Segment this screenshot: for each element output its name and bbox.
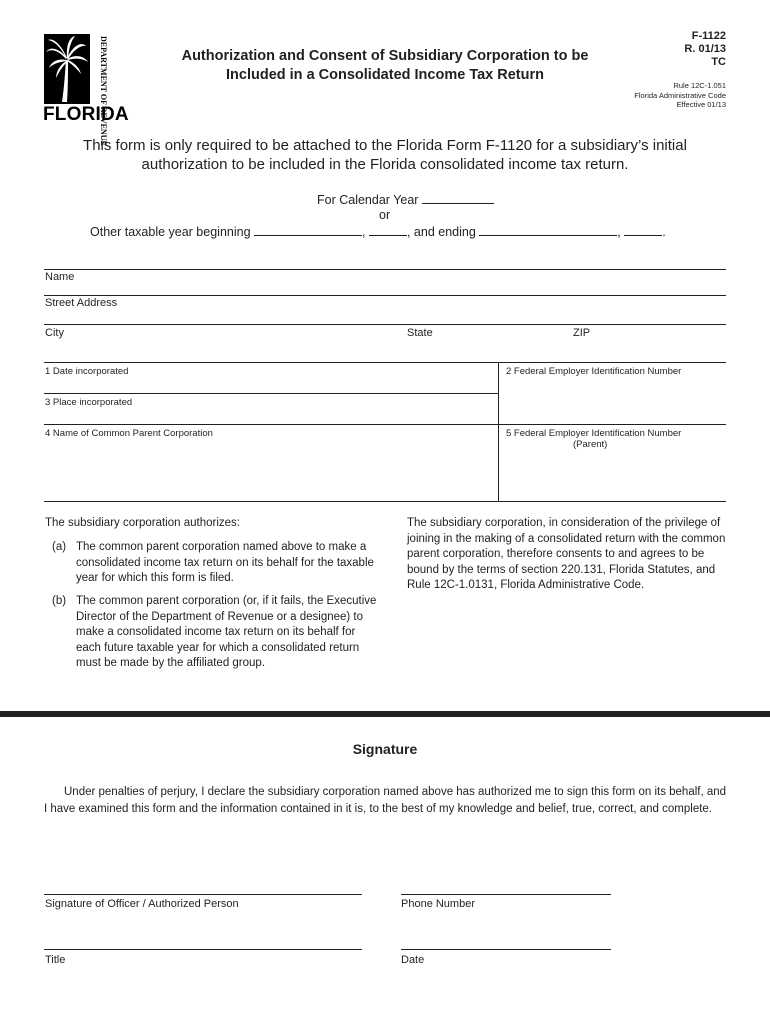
form-id: F-1122 R. 01/13 TC xyxy=(684,30,726,68)
rule-reference: Rule 12C-1.051 Florida Administrative Code Effective 01/13 xyxy=(634,81,726,109)
common-parent-field[interactable] xyxy=(44,425,498,501)
street-label: Street Address xyxy=(45,297,118,309)
item-a-marker: (a) xyxy=(52,541,67,553)
authorizes-heading: The subsidiary corporation authorizes: xyxy=(45,517,240,529)
title-field[interactable] xyxy=(44,917,362,949)
state-field[interactable] xyxy=(405,325,570,361)
title-label: Title xyxy=(45,954,66,966)
parent-fein-field[interactable] xyxy=(499,425,726,501)
intro-text: This form is only required to be attached to the Florida Form F-1120 for a subsidiary’s initial authorization to be included in the Florida consolidated income tax return. xyxy=(83,137,687,173)
fein-field[interactable] xyxy=(499,363,726,424)
state-label: State xyxy=(407,327,433,339)
place-incorporated-label: 3 Place incorporated xyxy=(45,397,133,408)
date-label: Date xyxy=(401,954,425,966)
zip-field[interactable] xyxy=(571,325,726,361)
other-year-row: Other taxable year beginning , , and ending , . xyxy=(90,225,666,239)
grid-bottom-rule xyxy=(44,501,726,502)
phone-field[interactable] xyxy=(401,862,611,894)
palm-tree-icon xyxy=(44,34,90,104)
date-field[interactable] xyxy=(401,917,611,949)
date-incorporated-label: 1 Date incorporated xyxy=(45,366,129,377)
title-line xyxy=(44,949,362,950)
calendar-year-field[interactable] xyxy=(422,191,494,204)
name-field[interactable] xyxy=(44,270,726,296)
officer-signature-line xyxy=(44,894,362,895)
phone-label: Phone Number xyxy=(401,898,475,910)
item-b-marker: (b) xyxy=(52,595,67,607)
form-title: Authorization and Consent of Subsidiary Corporation to be Included in a Consolidated Income Tax Return xyxy=(181,48,589,83)
or-label: or xyxy=(379,208,391,222)
zip-label: ZIP xyxy=(573,327,591,339)
department-of-revenue-text xyxy=(91,34,108,146)
city-label: City xyxy=(45,327,64,339)
date-line xyxy=(401,949,611,950)
item-a-text: The common parent corporation named above to make a consolidated income tax return on its behalf for the taxable year for which this form is filed. xyxy=(76,541,374,584)
beginning-date-field[interactable] xyxy=(254,223,362,236)
consideration-text: The subsidiary corporation, in consideration of the privilege of joining in the making of a consolidated return with the common parent corporation, therefore consents to and agrees to be bound by the terms of section 220.131, Florida Statutes, and Rule 12C-1.0131, Florida Administrative Code. xyxy=(407,517,726,591)
florida-wordmark: FLORIDA xyxy=(43,104,129,125)
svg-text:DEPARTMENT OF REVENUE: DEPARTMENT OF REVENUE xyxy=(99,36,108,146)
officer-signature-label: Signature of Officer / Authorized Person xyxy=(45,898,239,910)
parent-fein-label-2: 5 Federal Employer Identification Number (Parent) xyxy=(506,428,682,450)
place-incorporated-field[interactable] xyxy=(44,394,498,424)
declaration-text: Under penalties of perjury, I declare the subsidiary corporation named above has authorized me to sign this form on its behalf, and I have examined this form and the information contained in it is, to the best of my knowledge and belief, true, correct, and complete. xyxy=(44,786,727,815)
date-incorporated-field[interactable] xyxy=(44,363,498,393)
parent-fein-label: 2 Federal Employer Identification Number xyxy=(506,366,682,377)
street-field[interactable] xyxy=(44,296,726,322)
officer-signature-field[interactable] xyxy=(44,862,362,894)
ending-date-field[interactable] xyxy=(479,223,617,236)
beginning-year-field[interactable] xyxy=(369,223,407,236)
signature-heading: Signature xyxy=(352,741,418,757)
city-field[interactable] xyxy=(44,325,404,361)
common-parent-label: 4 Name of Common Parent Corporation xyxy=(45,428,213,439)
phone-line xyxy=(401,894,611,895)
item-b-text: The common parent corporation (or, if it fails, the Executive Director of the Department of Revenue or a designee) to make a consolidated income tax return on its behalf for each future taxable year for which a consolidated return must be made by the affiliated group. xyxy=(76,595,377,669)
calendar-year-row: For Calendar Year xyxy=(317,191,494,207)
ending-year-field[interactable] xyxy=(624,223,662,236)
section-divider xyxy=(0,711,770,717)
name-label: Name xyxy=(45,271,75,283)
